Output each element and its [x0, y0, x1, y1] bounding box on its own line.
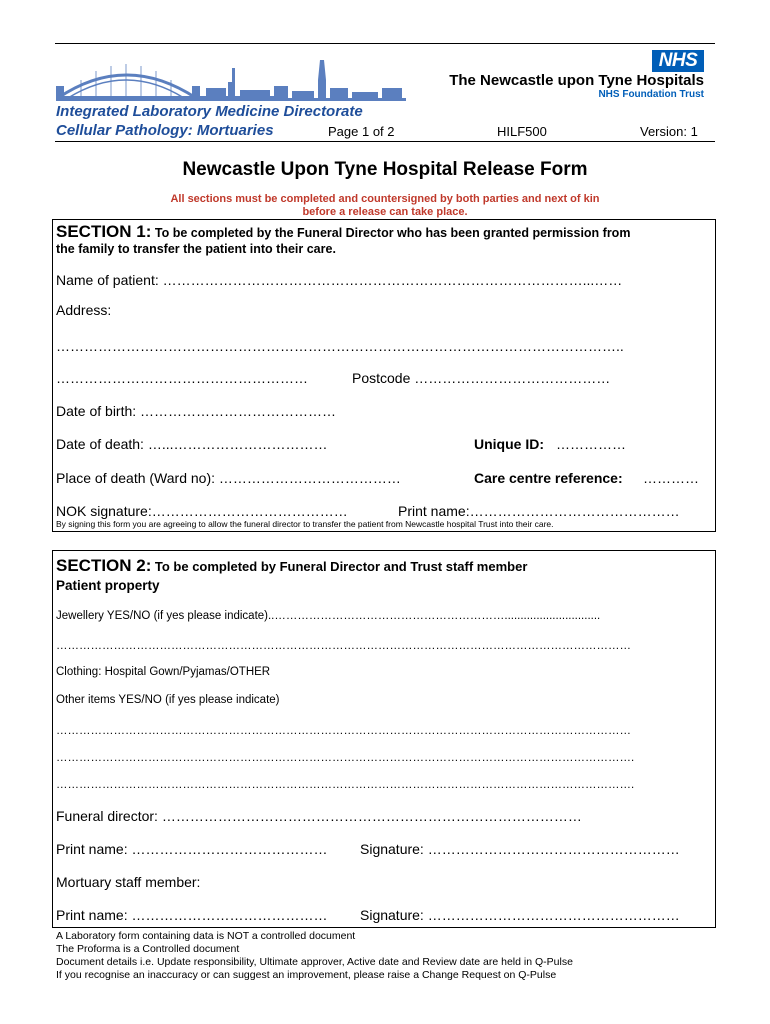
patient-name-field[interactable]: Name of patient: ………………………………………………………………………………...……: [56, 272, 623, 288]
footer-line-2: The Proforma is a Controlled document: [56, 943, 240, 955]
nok-signature-field[interactable]: NOK signature:……………………………………: [56, 503, 348, 519]
top-rule: [55, 43, 715, 44]
trust-name: The Newcastle upon Tyne Hospitals: [449, 72, 704, 89]
other-items-label: Other items YES/NO (if yes please indicate): [56, 694, 280, 706]
consent-note: By signing this form you are agreeing to allow the funeral director to transfer the patient from Newcastle hospital Trust into their care.: [56, 519, 554, 529]
directorate-name: Integrated Laboratory Medicine Directorate: [56, 103, 363, 120]
doc-code: HILF500: [497, 124, 547, 139]
form-title: Newcastle Upon Tyne Hospital Release Form: [182, 159, 588, 180]
ms-print-name-field[interactable]: Print name: ……………………………………: [56, 907, 328, 923]
date-of-death-field[interactable]: Date of death: …...……………………………: [56, 436, 328, 452]
clothing-field: Clothing: Hospital Gown/Pyjamas/OTHER: [56, 666, 271, 678]
department-name: Cellular Pathology: Mortuaries: [56, 122, 274, 139]
care-centre-field[interactable]: …………: [643, 470, 699, 486]
unique-id-label: Unique ID:: [474, 436, 544, 452]
postcode-field[interactable]: Postcode ……………………………………: [352, 370, 611, 386]
section-2-box: [52, 550, 716, 928]
footer-line-4: If you recognise an inaccuracy or can suggest an improvement, please raise a Change Request on Q-Pulse: [56, 969, 557, 981]
warning-line-1: All sections must be completed and countersigned by both parties and next of kin: [170, 193, 600, 205]
warning-line-2: before a release can take place.: [302, 206, 468, 218]
address-label: Address:: [56, 302, 112, 318]
funeral-director-field[interactable]: Funeral director: ………………………………………………………………………………: [56, 808, 582, 824]
nhs-logo: NHS: [652, 50, 704, 72]
section-2-instruction: To be completed by Funeral Director and Trust staff member: [154, 559, 528, 574]
unique-id-field[interactable]: ……………: [556, 436, 626, 452]
section-1-heading: [56, 222, 630, 242]
other-items-line-1-field[interactable]: ……………………………………………………………………………………………………………………………………: [56, 725, 631, 737]
patient-property-heading: Patient property: [56, 578, 160, 593]
place-of-death-field[interactable]: Place of death (Ward no): …………………………………: [56, 470, 401, 486]
section-2-heading: [56, 556, 527, 576]
jewellery-line-2-field[interactable]: ……………………………………………………………………………………………………………………………………: [56, 640, 631, 652]
section-1-instruction-line-2: the family to transfer the patient into their care.: [56, 242, 336, 256]
page-info: Page 1 of 2: [328, 124, 395, 139]
fd-signature-field[interactable]: Signature: ………………………………………………: [360, 841, 680, 857]
ms-signature-field[interactable]: Signature: ………………………………………………: [360, 907, 680, 923]
tyne-bridge-skyline-logo: [56, 58, 416, 104]
footer-line-1: A Laboratory form containing data is NOT a controlled document: [56, 930, 356, 942]
footer-line-3: Document details i.e. Update responsibility, Ultimate approver, Active date and Review date are held in Q-Pulse: [56, 956, 573, 968]
header-rule: [55, 141, 715, 142]
version: Version: 1: [640, 124, 698, 139]
address-line-2-field[interactable]: ………………………………………………: [56, 370, 308, 386]
care-centre-label: Care centre reference:: [474, 470, 623, 486]
trust-subtitle: NHS Foundation Trust: [598, 89, 704, 100]
section-2-label: SECTION 2:: [56, 556, 152, 575]
fd-print-name-field[interactable]: Print name: ……………………………………: [56, 841, 328, 857]
section-1-instruction: To be completed by the Funeral Director who has been granted permission from: [154, 226, 631, 240]
nok-print-name-field[interactable]: Print name:………………………………………: [398, 503, 680, 519]
jewellery-field[interactable]: Jewellery YES/NO (if yes please indicate)..……………………………………………………..............................: [56, 610, 601, 622]
section-1-label: SECTION 1:: [56, 222, 152, 241]
other-items-line-3-field[interactable]: …………………………………………………………………………………………………………………………………….: [56, 779, 635, 791]
address-line-1-field[interactable]: …………………………………………………………………………………………………………..: [56, 338, 624, 354]
date-of-birth-field[interactable]: Date of birth: ……………………………………: [56, 403, 337, 419]
mortuary-staff-label: Mortuary staff member:: [56, 874, 201, 890]
other-items-line-2-field[interactable]: …………………………………………………………………………………………………………………………………….: [56, 752, 635, 764]
